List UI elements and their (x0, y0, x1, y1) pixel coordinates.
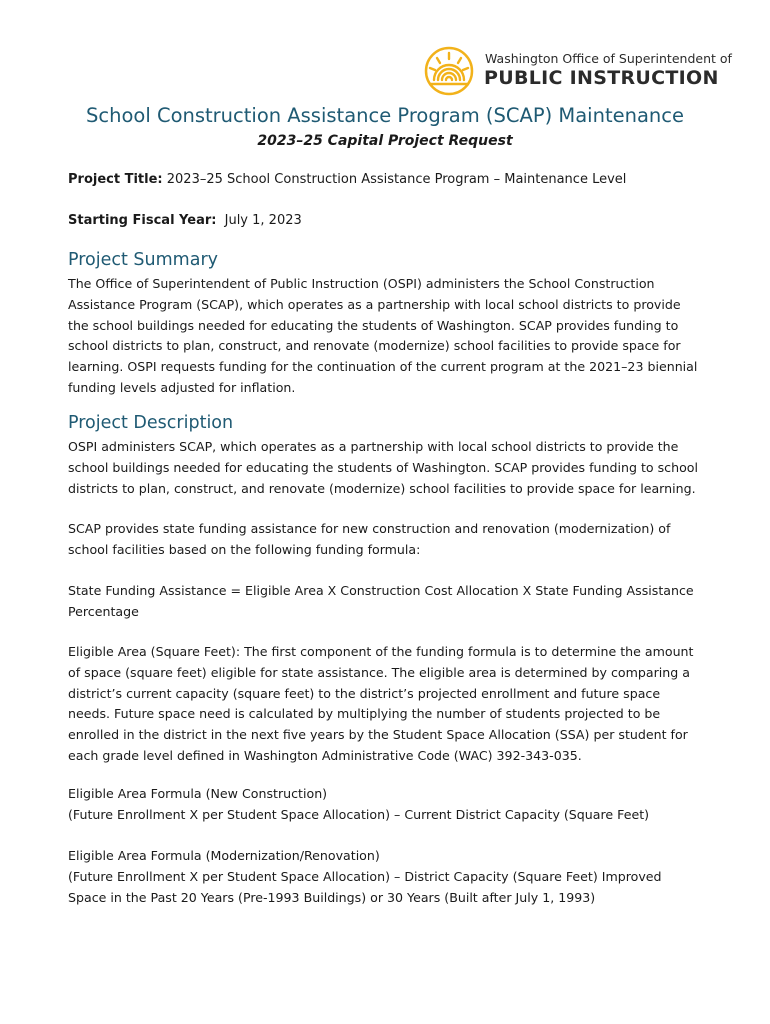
modernization-formula: (Future Enrollment X per Student Space Allocation) – District Capacity (Square Feet) Improved Space in the Past 20 Years (Pre-1993 Buildings) or 30 Years (Built after July 1, 1993) (68, 868, 662, 905)
starting-fiscal-year-line (68, 213, 302, 228)
project-summary-heading: Project Summary (68, 250, 219, 270)
description-paragraph-4: Eligible Area (Square Feet): The first component of the funding formula is to determine the amount of space (square feet) eligible for state assistance. The eligible area is determined by comparing a district’s current capacity (square feet) to the district’s projected enrollment and future space needs. Future space need is calculated by multiplying the number of students projected to be enrolled in the district in the next five years by the Student Space Allocation (SSA) per student for each grade level defined in Washington Administrative Code (WAC) 392-343-035. (68, 644, 694, 763)
description-paragraph-6 (68, 846, 703, 908)
ospi-logo (424, 46, 732, 96)
project-title-label: Project Title: (68, 172, 163, 187)
new-construction-formula: (Future Enrollment X per Student Space Allocation) – Current District Capacity (Square Feet) (68, 806, 650, 822)
project-description-heading: Project Description (68, 413, 234, 433)
ospi-sun-logo-icon (424, 46, 474, 96)
new-construction-formula-label: Eligible Area Formula (New Construction) (68, 786, 328, 801)
project-title-value: 2023–25 School Construction Assistance Program – Maintenance Level (166, 172, 627, 187)
project-summary-paragraph: The Office of Superintendent of Public Instruction (OSPI) administers the School Construction Assistance Program (SCAP), which operates as a partnership with local school districts to provide the school buildings needed for educating the students of Washington. SCAP provides funding to school districts to plan, construct, and renovate (modernize) school facilities to provide space for learning. OSPI requests funding for the continuation of the current program at the 2021–23 biennial funding levels adjusted for inflation. (68, 276, 698, 395)
starting-fiscal-year-value: July 1, 2023 (224, 213, 302, 228)
starting-fiscal-year-label: Starting Fiscal Year: (68, 213, 217, 228)
logo-line-1: Washington Office of Superintendent of (485, 51, 732, 66)
project-title-line (68, 172, 626, 187)
document-subtitle: 2023–25 Capital Project Request (257, 133, 513, 149)
description-paragraph-3: State Funding Assistance = Eligible Area X Construction Cost Allocation X State Funding Assistance Percentage (68, 583, 694, 619)
description-paragraph-2: SCAP provides state funding assistance for new construction and renovation (modernization) of school facilities based on the following funding formula: (68, 521, 671, 557)
description-paragraph-1: OSPI administers SCAP, which operates as a partnership with local school districts to provide the school buildings needed for educating the students of Washington. SCAP provides funding to school districts to plan, construct, and renovate (modernize) school facilities to provide space for learning. (68, 439, 698, 496)
document-title: School Construction Assistance Program (SCAP) Maintenance (86, 104, 684, 127)
description-paragraph-5 (68, 784, 703, 826)
modernization-formula-label: Eligible Area Formula (Modernization/Renovation) (68, 848, 380, 863)
logo-line-2: PUBLIC INSTRUCTION (484, 67, 719, 89)
